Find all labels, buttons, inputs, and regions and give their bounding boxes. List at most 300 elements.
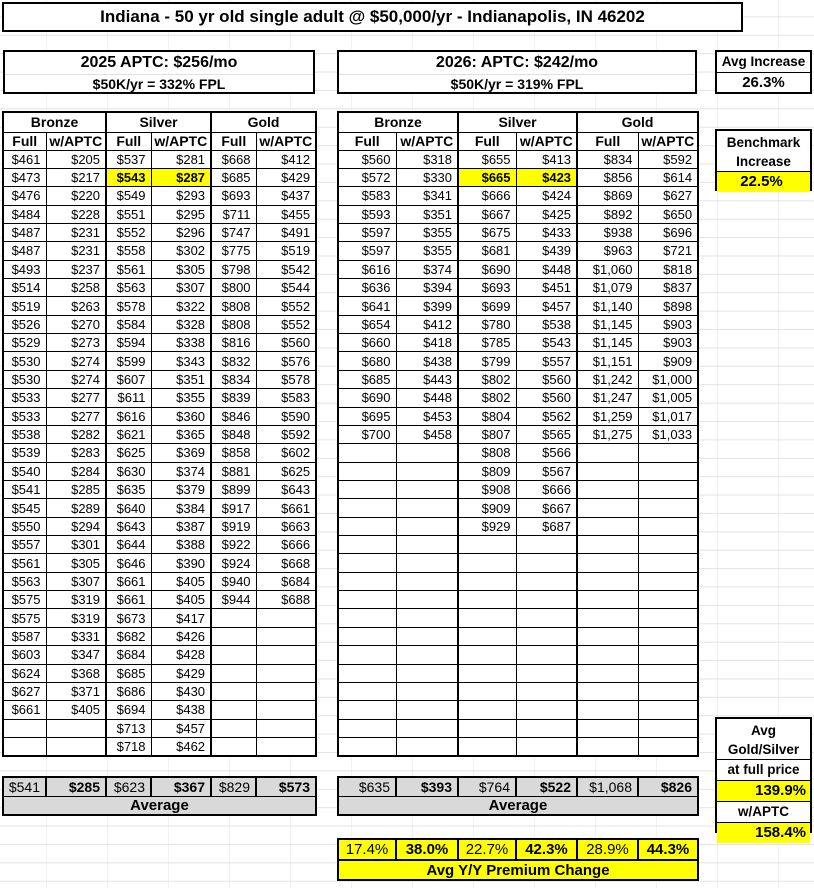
price-cell[interactable]: $908 xyxy=(458,480,516,498)
price-cell[interactable]: $355 xyxy=(396,223,458,241)
price-cell[interactable]: $654 xyxy=(338,315,396,333)
price-cell[interactable]: $597 xyxy=(338,242,396,260)
price-cell[interactable]: $721 xyxy=(638,242,698,260)
price-cell[interactable]: $848 xyxy=(211,425,256,443)
price-cell[interactable]: $443 xyxy=(396,370,458,388)
price-cell[interactable] xyxy=(396,591,458,609)
price-cell[interactable]: $307 xyxy=(151,279,211,297)
price-cell[interactable] xyxy=(458,738,516,756)
price-cell[interactable] xyxy=(256,719,316,737)
price-cell[interactable]: $437 xyxy=(256,187,316,205)
price-cell[interactable] xyxy=(638,664,698,682)
price-cell[interactable]: $399 xyxy=(396,297,458,315)
avg-increase-value[interactable]: 26.3% xyxy=(717,72,810,93)
price-cell[interactable] xyxy=(577,499,638,517)
price-cell[interactable]: $798 xyxy=(211,260,256,278)
price-cell[interactable]: $940 xyxy=(211,572,256,590)
price-cell[interactable]: $552 xyxy=(256,315,316,333)
price-cell[interactable]: $258 xyxy=(46,279,106,297)
price-cell[interactable]: $681 xyxy=(458,242,516,260)
price-cell[interactable]: $611 xyxy=(106,389,151,407)
price-cell[interactable]: $668 xyxy=(211,150,256,168)
price-cell[interactable] xyxy=(577,682,638,700)
price-cell[interactable] xyxy=(338,480,396,498)
price-cell[interactable]: $944 xyxy=(211,591,256,609)
price-cell[interactable]: $614 xyxy=(638,168,698,186)
price-cell[interactable]: $807 xyxy=(458,425,516,443)
price-cell[interactable]: $668 xyxy=(256,554,316,572)
price-cell[interactable]: $641 xyxy=(338,297,396,315)
price-cell[interactable]: $694 xyxy=(106,701,151,719)
average-cell[interactable]: $541 xyxy=(3,777,46,796)
price-cell[interactable]: $560 xyxy=(256,334,316,352)
price-cell[interactable]: $858 xyxy=(211,444,256,462)
price-cell[interactable]: $627 xyxy=(638,187,698,205)
average-cell[interactable]: $522 xyxy=(516,777,577,796)
price-cell[interactable]: $603 xyxy=(3,646,46,664)
price-cell[interactable]: $533 xyxy=(3,389,46,407)
price-cell[interactable]: $423 xyxy=(516,168,577,186)
price-cell[interactable] xyxy=(396,444,458,462)
price-cell[interactable]: $799 xyxy=(458,352,516,370)
price-cell[interactable] xyxy=(256,646,316,664)
price-cell[interactable]: $514 xyxy=(3,279,46,297)
price-cell[interactable]: $576 xyxy=(256,352,316,370)
price-cell[interactable]: $328 xyxy=(151,315,211,333)
price-cell[interactable]: $405 xyxy=(151,591,211,609)
price-cell[interactable]: $1,005 xyxy=(638,389,698,407)
price-cell[interactable] xyxy=(577,627,638,645)
price-cell[interactable]: $544 xyxy=(256,279,316,297)
price-cell[interactable]: $374 xyxy=(396,260,458,278)
price-cell[interactable] xyxy=(396,480,458,498)
price-cell[interactable]: $938 xyxy=(577,223,638,241)
price-cell[interactable]: $558 xyxy=(106,242,151,260)
price-cell[interactable] xyxy=(516,554,577,572)
price-cell[interactable] xyxy=(638,572,698,590)
price-cell[interactable]: $542 xyxy=(256,260,316,278)
price-cell[interactable]: $476 xyxy=(3,187,46,205)
price-cell[interactable]: $294 xyxy=(46,517,106,535)
price-cell[interactable]: $307 xyxy=(46,572,106,590)
average-cell[interactable]: $635 xyxy=(338,777,396,796)
price-cell[interactable]: $552 xyxy=(256,297,316,315)
price-cell[interactable]: $451 xyxy=(516,279,577,297)
price-cell[interactable]: $537 xyxy=(106,150,151,168)
price-cell[interactable] xyxy=(638,517,698,535)
price-cell[interactable] xyxy=(211,682,256,700)
full-price-value[interactable]: 139.9% xyxy=(717,780,810,801)
yoy-cell[interactable]: 42.3% xyxy=(516,839,577,860)
price-cell[interactable] xyxy=(458,609,516,627)
price-cell[interactable]: $1,247 xyxy=(577,389,638,407)
price-cell[interactable]: $539 xyxy=(3,444,46,462)
price-cell[interactable]: $802 xyxy=(458,370,516,388)
price-cell[interactable]: $643 xyxy=(256,480,316,498)
price-cell[interactable]: $438 xyxy=(151,701,211,719)
yoy-cell[interactable]: 44.3% xyxy=(638,839,698,860)
price-cell[interactable] xyxy=(256,627,316,645)
price-cell[interactable]: $429 xyxy=(256,168,316,186)
price-cell[interactable]: $284 xyxy=(46,462,106,480)
price-cell[interactable]: $439 xyxy=(516,242,577,260)
price-cell[interactable] xyxy=(458,536,516,554)
price-cell[interactable]: $665 xyxy=(458,168,516,186)
price-cell[interactable]: $625 xyxy=(106,444,151,462)
price-cell[interactable]: $228 xyxy=(46,205,106,223)
price-cell[interactable] xyxy=(577,719,638,737)
price-cell[interactable] xyxy=(338,499,396,517)
price-cell[interactable]: $237 xyxy=(46,260,106,278)
price-cell[interactable]: $1,017 xyxy=(638,407,698,425)
price-cell[interactable] xyxy=(338,609,396,627)
price-cell[interactable]: $775 xyxy=(211,242,256,260)
price-cell[interactable] xyxy=(516,682,577,700)
price-cell[interactable] xyxy=(396,664,458,682)
price-cell[interactable]: $295 xyxy=(151,205,211,223)
price-cell[interactable] xyxy=(458,554,516,572)
price-cell[interactable] xyxy=(516,701,577,719)
price-cell[interactable]: $700 xyxy=(338,425,396,443)
price-cell[interactable]: $583 xyxy=(338,187,396,205)
price-cell[interactable]: $599 xyxy=(106,352,151,370)
price-cell[interactable]: $881 xyxy=(211,462,256,480)
price-cell[interactable]: $565 xyxy=(516,425,577,443)
price-cell[interactable] xyxy=(458,682,516,700)
price-cell[interactable]: $666 xyxy=(516,480,577,498)
price-cell[interactable]: $355 xyxy=(396,242,458,260)
price-cell[interactable] xyxy=(338,646,396,664)
price-cell[interactable]: $575 xyxy=(3,609,46,627)
price-cell[interactable] xyxy=(516,627,577,645)
price-cell[interactable]: $343 xyxy=(151,352,211,370)
price-cell[interactable]: $594 xyxy=(106,334,151,352)
price-cell[interactable]: $592 xyxy=(638,150,698,168)
price-cell[interactable]: $713 xyxy=(106,719,151,737)
price-cell[interactable]: $365 xyxy=(151,425,211,443)
price-cell[interactable]: $205 xyxy=(46,150,106,168)
price-cell[interactable] xyxy=(338,701,396,719)
price-cell[interactable]: $305 xyxy=(46,554,106,572)
price-cell[interactable]: $892 xyxy=(577,205,638,223)
price-cell[interactable] xyxy=(577,572,638,590)
price-cell[interactable]: $780 xyxy=(458,315,516,333)
price-cell[interactable]: $924 xyxy=(211,554,256,572)
price-cell[interactable] xyxy=(638,609,698,627)
price-cell[interactable] xyxy=(516,536,577,554)
price-cell[interactable]: $384 xyxy=(151,499,211,517)
price-cell[interactable]: $602 xyxy=(256,444,316,462)
price-cell[interactable]: $624 xyxy=(3,664,46,682)
average-cell[interactable]: $623 xyxy=(106,777,151,796)
price-cell[interactable]: $448 xyxy=(396,389,458,407)
price-cell[interactable]: $800 xyxy=(211,279,256,297)
price-cell[interactable]: $903 xyxy=(638,315,698,333)
price-cell[interactable]: $493 xyxy=(3,260,46,278)
price-cell[interactable]: $412 xyxy=(256,150,316,168)
price-cell[interactable]: $635 xyxy=(106,480,151,498)
price-cell[interactable] xyxy=(3,719,46,737)
average-cell[interactable]: $826 xyxy=(638,777,698,796)
average-cell[interactable]: $285 xyxy=(46,777,106,796)
price-cell[interactable]: $643 xyxy=(106,517,151,535)
price-cell[interactable]: $425 xyxy=(516,205,577,223)
price-cell[interactable]: $563 xyxy=(106,279,151,297)
price-cell[interactable]: $438 xyxy=(396,352,458,370)
price-cell[interactable]: $566 xyxy=(516,444,577,462)
price-cell[interactable]: $369 xyxy=(151,444,211,462)
price-cell[interactable]: $690 xyxy=(338,389,396,407)
price-cell[interactable]: $693 xyxy=(458,279,516,297)
price-cell[interactable]: $484 xyxy=(3,205,46,223)
price-cell[interactable] xyxy=(577,609,638,627)
price-cell[interactable]: $374 xyxy=(151,462,211,480)
price-cell[interactable]: $285 xyxy=(46,480,106,498)
price-cell[interactable]: $661 xyxy=(3,701,46,719)
price-cell[interactable]: $426 xyxy=(151,627,211,645)
price-cell[interactable] xyxy=(211,609,256,627)
price-cell[interactable] xyxy=(396,554,458,572)
price-cell[interactable]: $802 xyxy=(458,389,516,407)
price-cell[interactable]: $747 xyxy=(211,223,256,241)
price-cell[interactable]: $560 xyxy=(516,389,577,407)
price-cell[interactable]: $667 xyxy=(458,205,516,223)
price-cell[interactable]: $394 xyxy=(396,279,458,297)
price-cell[interactable]: $338 xyxy=(151,334,211,352)
price-cell[interactable]: $578 xyxy=(256,370,316,388)
price-cell[interactable]: $1,145 xyxy=(577,315,638,333)
price-cell[interactable]: $929 xyxy=(458,517,516,535)
price-cell[interactable] xyxy=(516,664,577,682)
price-cell[interactable] xyxy=(458,591,516,609)
price-cell[interactable]: $839 xyxy=(211,389,256,407)
price-cell[interactable]: $388 xyxy=(151,536,211,554)
price-cell[interactable] xyxy=(338,738,396,756)
price-cell[interactable]: $898 xyxy=(638,297,698,315)
price-cell[interactable] xyxy=(577,554,638,572)
price-cell[interactable]: $856 xyxy=(577,168,638,186)
price-cell[interactable]: $919 xyxy=(211,517,256,535)
price-cell[interactable]: $686 xyxy=(106,682,151,700)
price-cell[interactable]: $318 xyxy=(396,150,458,168)
price-cell[interactable]: $530 xyxy=(3,370,46,388)
price-cell[interactable] xyxy=(396,572,458,590)
price-cell[interactable]: $557 xyxy=(3,536,46,554)
price-cell[interactable] xyxy=(338,572,396,590)
price-cell[interactable]: $491 xyxy=(256,223,316,241)
price-cell[interactable]: $688 xyxy=(256,591,316,609)
price-cell[interactable]: $330 xyxy=(396,168,458,186)
price-cell[interactable]: $405 xyxy=(46,701,106,719)
price-cell[interactable]: $834 xyxy=(577,150,638,168)
price-cell[interactable]: $899 xyxy=(211,480,256,498)
price-cell[interactable]: $809 xyxy=(458,462,516,480)
price-cell[interactable] xyxy=(338,664,396,682)
price-cell[interactable]: $903 xyxy=(638,334,698,352)
price-cell[interactable] xyxy=(516,738,577,756)
price-cell[interactable]: $519 xyxy=(256,242,316,260)
price-cell[interactable]: $684 xyxy=(256,572,316,590)
price-cell[interactable]: $567 xyxy=(516,462,577,480)
price-cell[interactable]: $270 xyxy=(46,315,106,333)
price-cell[interactable]: $1,060 xyxy=(577,260,638,278)
average-cell[interactable]: $573 xyxy=(256,777,316,796)
price-cell[interactable] xyxy=(458,627,516,645)
price-cell[interactable]: $417 xyxy=(151,609,211,627)
price-cell[interactable]: $545 xyxy=(3,499,46,517)
price-cell[interactable]: $1,259 xyxy=(577,407,638,425)
price-cell[interactable]: $457 xyxy=(516,297,577,315)
price-cell[interactable] xyxy=(516,591,577,609)
price-cell[interactable]: $540 xyxy=(3,462,46,480)
price-cell[interactable]: $572 xyxy=(338,168,396,186)
price-cell[interactable]: $277 xyxy=(46,389,106,407)
price-cell[interactable] xyxy=(396,627,458,645)
price-cell[interactable]: $636 xyxy=(338,279,396,297)
price-cell[interactable]: $341 xyxy=(396,187,458,205)
price-cell[interactable]: $405 xyxy=(151,572,211,590)
price-cell[interactable]: $818 xyxy=(638,260,698,278)
price-cell[interactable]: $473 xyxy=(3,168,46,186)
price-cell[interactable]: $379 xyxy=(151,480,211,498)
price-cell[interactable]: $526 xyxy=(3,315,46,333)
price-cell[interactable]: $846 xyxy=(211,407,256,425)
price-cell[interactable]: $322 xyxy=(151,297,211,315)
price-cell[interactable]: $433 xyxy=(516,223,577,241)
price-cell[interactable]: $560 xyxy=(516,370,577,388)
price-cell[interactable]: $552 xyxy=(106,223,151,241)
price-cell[interactable]: $347 xyxy=(46,646,106,664)
price-cell[interactable]: $655 xyxy=(458,150,516,168)
yoy-cell[interactable]: 38.0% xyxy=(396,839,458,860)
price-cell[interactable]: $583 xyxy=(256,389,316,407)
yoy-cell[interactable]: 28.9% xyxy=(577,839,638,860)
price-cell[interactable] xyxy=(577,664,638,682)
price-cell[interactable]: $281 xyxy=(151,150,211,168)
price-cell[interactable]: $1,079 xyxy=(577,279,638,297)
price-cell[interactable] xyxy=(638,554,698,572)
price-cell[interactable]: $667 xyxy=(516,499,577,517)
price-cell[interactable] xyxy=(638,646,698,664)
price-cell[interactable]: $616 xyxy=(338,260,396,278)
price-cell[interactable]: $487 xyxy=(3,223,46,241)
price-cell[interactable]: $909 xyxy=(638,352,698,370)
price-cell[interactable]: $368 xyxy=(46,664,106,682)
price-cell[interactable]: $351 xyxy=(396,205,458,223)
price-cell[interactable] xyxy=(211,701,256,719)
price-cell[interactable]: $718 xyxy=(106,738,151,756)
price-cell[interactable]: $682 xyxy=(106,627,151,645)
price-cell[interactable]: $663 xyxy=(256,517,316,535)
price-cell[interactable] xyxy=(577,517,638,535)
price-cell[interactable]: $293 xyxy=(151,187,211,205)
price-cell[interactable]: $351 xyxy=(151,370,211,388)
price-cell[interactable]: $869 xyxy=(577,187,638,205)
price-cell[interactable] xyxy=(396,536,458,554)
price-cell[interactable]: $660 xyxy=(338,334,396,352)
price-cell[interactable]: $592 xyxy=(256,425,316,443)
price-cell[interactable]: $263 xyxy=(46,297,106,315)
price-cell[interactable]: $1,151 xyxy=(577,352,638,370)
price-cell[interactable] xyxy=(577,536,638,554)
price-cell[interactable] xyxy=(638,462,698,480)
price-cell[interactable]: $837 xyxy=(638,279,698,297)
price-cell[interactable]: $360 xyxy=(151,407,211,425)
price-cell[interactable]: $597 xyxy=(338,223,396,241)
price-cell[interactable] xyxy=(338,536,396,554)
price-cell[interactable] xyxy=(577,444,638,462)
price-cell[interactable]: $666 xyxy=(256,536,316,554)
price-cell[interactable] xyxy=(458,646,516,664)
yoy-cell[interactable]: 22.7% xyxy=(458,839,516,860)
price-cell[interactable]: $283 xyxy=(46,444,106,462)
price-cell[interactable]: $562 xyxy=(516,407,577,425)
average-cell[interactable]: $764 xyxy=(458,777,516,796)
price-cell[interactable] xyxy=(577,701,638,719)
average-cell[interactable]: $367 xyxy=(151,777,211,796)
price-cell[interactable]: $412 xyxy=(396,315,458,333)
price-cell[interactable] xyxy=(577,591,638,609)
price-cell[interactable]: $461 xyxy=(3,150,46,168)
price-cell[interactable]: $1,145 xyxy=(577,334,638,352)
price-cell[interactable]: $387 xyxy=(151,517,211,535)
price-cell[interactable]: $462 xyxy=(151,738,211,756)
price-cell[interactable] xyxy=(638,480,698,498)
price-cell[interactable] xyxy=(338,591,396,609)
price-cell[interactable] xyxy=(211,738,256,756)
price-cell[interactable] xyxy=(638,701,698,719)
price-cell[interactable]: $289 xyxy=(46,499,106,517)
price-cell[interactable] xyxy=(3,738,46,756)
price-cell[interactable] xyxy=(211,664,256,682)
price-cell[interactable]: $661 xyxy=(106,572,151,590)
price-cell[interactable]: $578 xyxy=(106,297,151,315)
price-cell[interactable] xyxy=(638,682,698,700)
price-cell[interactable] xyxy=(396,609,458,627)
price-cell[interactable]: $587 xyxy=(3,627,46,645)
price-cell[interactable]: $319 xyxy=(46,609,106,627)
price-cell[interactable] xyxy=(458,664,516,682)
price-cell[interactable]: $832 xyxy=(211,352,256,370)
price-cell[interactable]: $551 xyxy=(106,205,151,223)
price-cell[interactable]: $627 xyxy=(3,682,46,700)
price-cell[interactable]: $963 xyxy=(577,242,638,260)
price-cell[interactable]: $301 xyxy=(46,536,106,554)
yoy-cell[interactable]: 17.4% xyxy=(338,839,396,860)
price-cell[interactable]: $680 xyxy=(338,352,396,370)
price-cell[interactable]: $684 xyxy=(106,646,151,664)
price-cell[interactable]: $319 xyxy=(46,591,106,609)
price-cell[interactable] xyxy=(338,517,396,535)
price-cell[interactable]: $561 xyxy=(3,554,46,572)
price-cell[interactable] xyxy=(396,462,458,480)
price-cell[interactable] xyxy=(638,591,698,609)
price-cell[interactable] xyxy=(46,719,106,737)
price-cell[interactable]: $448 xyxy=(516,260,577,278)
price-cell[interactable] xyxy=(577,738,638,756)
price-cell[interactable]: $302 xyxy=(151,242,211,260)
price-cell[interactable]: $430 xyxy=(151,682,211,700)
price-cell[interactable] xyxy=(516,609,577,627)
price-cell[interactable]: $685 xyxy=(211,168,256,186)
price-cell[interactable] xyxy=(396,719,458,737)
price-cell[interactable]: $220 xyxy=(46,187,106,205)
price-cell[interactable] xyxy=(338,682,396,700)
price-cell[interactable]: $1,033 xyxy=(638,425,698,443)
price-cell[interactable]: $557 xyxy=(516,352,577,370)
price-cell[interactable]: $217 xyxy=(46,168,106,186)
price-cell[interactable]: $274 xyxy=(46,370,106,388)
